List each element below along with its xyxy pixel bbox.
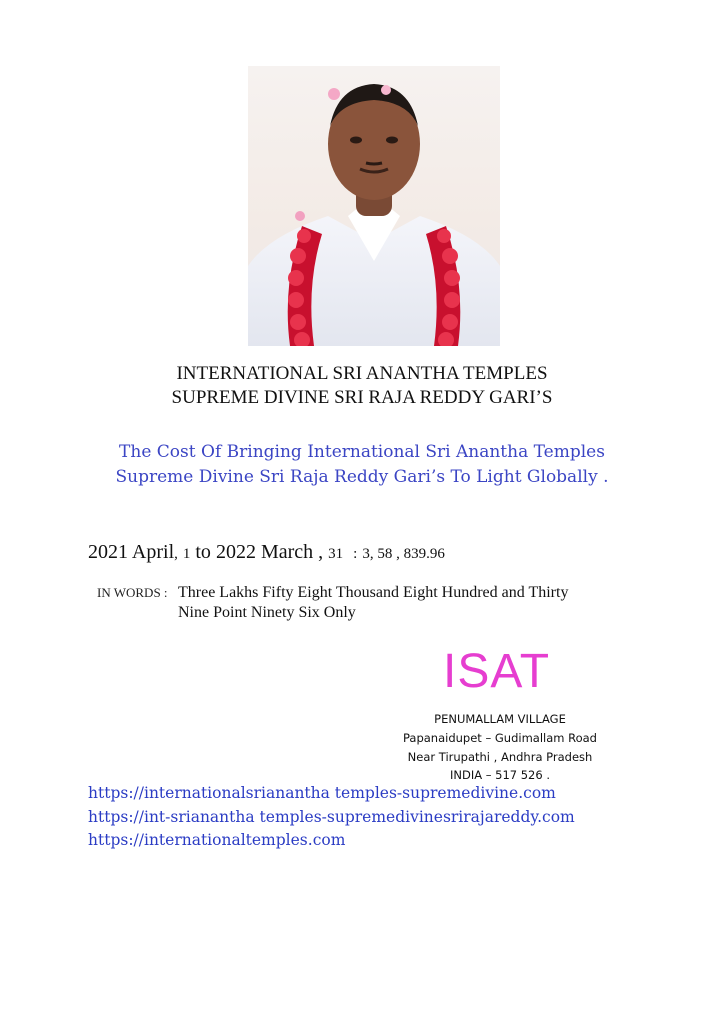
end-year: 2022 — [215, 541, 256, 563]
subheading-line-1: The Cost Of Bringing International Sri Anantha Temples — [119, 442, 605, 462]
isat-logo-text: ISAT — [443, 645, 551, 698]
start-year: 2021 — [88, 541, 128, 563]
heading-line-1: INTERNATIONAL SRI ANANTHA TEMPLES — [176, 363, 548, 384]
in-words-text — [178, 583, 638, 623]
end-month: March — [260, 541, 314, 563]
link-supremedivine[interactable]: https://internationalsrianantha temples-supremedivine.com — [88, 784, 556, 802]
subheading-line-2: Supreme Divine Sri Raja Reddy Gari’s To Light Globally . — [115, 467, 609, 487]
in-words-label: IN WORDS : — [97, 585, 168, 600]
end-day: 31 — [328, 546, 344, 562]
heading-line-2: SUPREME DIVINE SRI RAJA REDDY GARI’S — [171, 387, 553, 408]
address-line-1: PENUMALLAM VILLAGE — [434, 712, 566, 726]
amount-value: 3, 58 , 839.96 — [362, 546, 445, 562]
portrait-photo — [248, 66, 500, 346]
start-day: 1 — [182, 546, 191, 562]
address-line-2: Papanaidupet – Gudimallam Road — [403, 731, 597, 745]
to-word: to — [195, 541, 211, 563]
start-month: April — [131, 541, 175, 563]
link-srirajareddy[interactable]: https://int-srianantha temples-supremedivinesrirajareddy.com — [88, 808, 575, 826]
link-internationaltemples[interactable]: https://internationaltemples.com — [88, 831, 346, 849]
address-line-3: Near Tirupathi , Andhra Pradesh — [407, 750, 593, 764]
in-words-line-2: Nine Point Ninety Six Only — [178, 604, 356, 621]
period-amount-line: 2021 April, 1 to 2022 March , 31 : 3, 58 , 839.96 — [88, 541, 445, 563]
in-words-line-1: Three Lakhs Fifty Eight Thousand Eight Hundred and Thirty — [178, 584, 569, 601]
address-line-4: INDIA – 517 526 . — [449, 768, 551, 782]
portrait-illustration — [248, 66, 500, 346]
